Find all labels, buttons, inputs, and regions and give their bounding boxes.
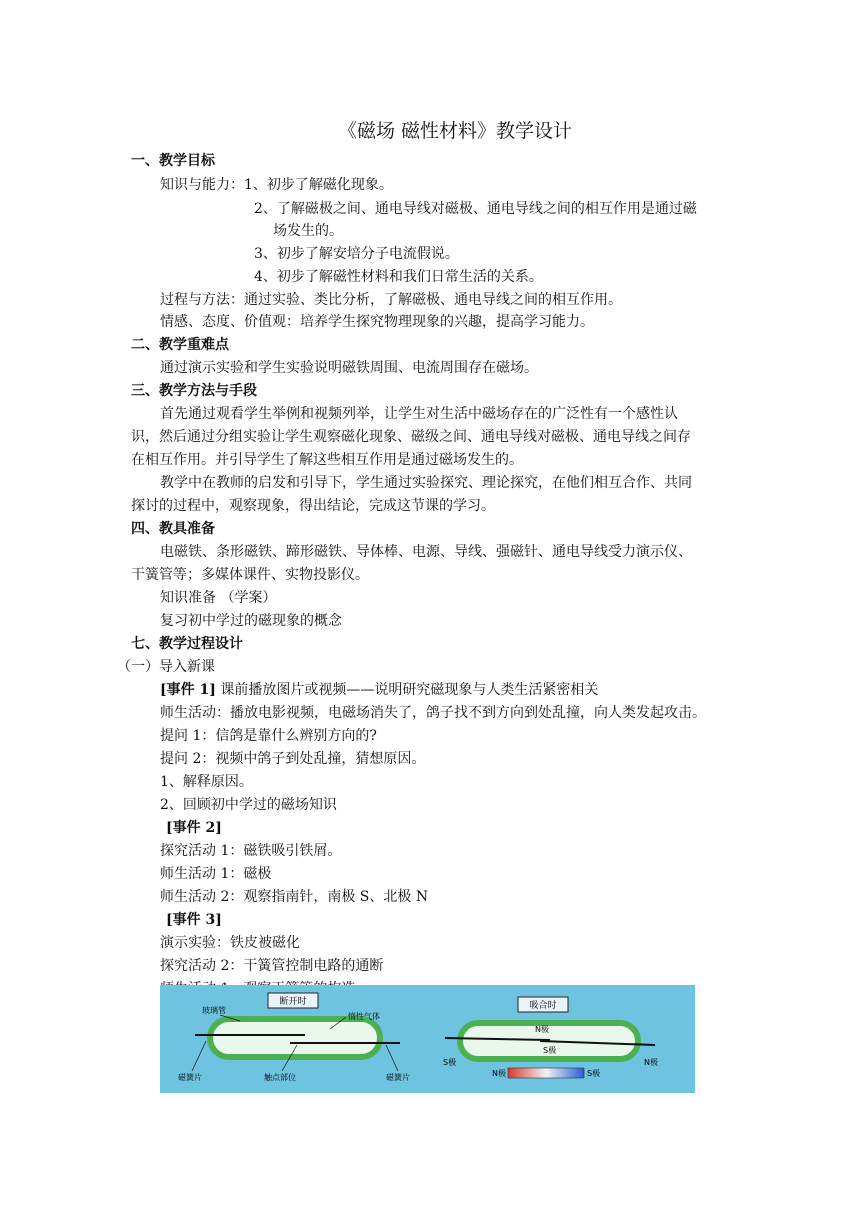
key-points-text: 通过演示实验和学生实验说明磁铁周围、电流周围存在磁场。 — [160, 360, 538, 376]
objective-emotion: 情感、态度、价值观：培养学生探究物理现象的兴趣，提高学习能力。 — [160, 314, 594, 330]
knowledge-prep: 知识准备 （学案） — [160, 590, 277, 606]
question-1: 提问 1：信鸽是靠什么辨别方向的? — [160, 728, 377, 744]
section-heading-methods: 三、教学方法与手段 — [131, 383, 257, 399]
event-3-tag: [事件 3] — [166, 912, 222, 928]
methods-line-5: 探讨的过程中，观察现象，得出结论，完成这节课的学习。 — [131, 498, 495, 514]
event-2-tag: [事件 2] — [166, 820, 222, 836]
label-inert-gas: 惰性气体 — [348, 1012, 380, 1021]
label-n-right: N极 — [644, 1058, 658, 1067]
bar-magnet — [508, 1068, 584, 1078]
methods-line-1: 首先通过观看学生举例和视频列举，让学生对生活中磁场存在的广泛性有一个感性认 — [160, 406, 678, 422]
label-contact: 触点部位 — [264, 1073, 296, 1082]
review-concepts: 复习初中学过的磁现象的概念 — [160, 613, 342, 629]
event-1-line — [160, 681, 598, 699]
label-reed-left: 磁簧片 — [178, 1073, 202, 1082]
methods-line-3: 在相互作用。并引导学生了解这些相互作用是通过磁场发生的。 — [131, 452, 523, 468]
objective-knowledge-4: 4、初步了解磁性材料和我们日常生活的关系。 — [254, 269, 543, 285]
label-glass-tube: 玻璃管 — [202, 1006, 226, 1015]
glass-tube-left — [210, 1019, 380, 1057]
answer-1: 1、解释原因。 — [160, 774, 253, 790]
closed-state-diagram — [443, 997, 658, 1078]
section-heading-key-points: 二、教学重难点 — [131, 337, 229, 353]
label-n-pole-contact: N极 — [535, 1025, 549, 1034]
label-reed-right: 磁簧片 — [386, 1073, 410, 1082]
objective-knowledge-2a: 2、了解磁极之间、通电导线对磁极、通电导线之间的相互作用是通过磁 — [254, 201, 697, 217]
closed-title: 吸合时 — [529, 1001, 557, 1011]
event-3-line-1: 演示实验：铁皮被磁化 — [160, 935, 300, 951]
objective-process: 过程与方法：通过实验、类比分析，了解磁极、通电导线之间的相互作用。 — [160, 292, 622, 308]
event-1-text: 课前播放图片或视频——说明研究磁现象与人类生活紧密相关 — [215, 682, 599, 698]
event-2-line-1: 探究活动 1：磁铁吸引铁屑。 — [160, 843, 342, 859]
equipment-line-2: 干簧管等；多媒体课件、实物投影仪。 — [131, 567, 369, 583]
label-s-pole-contact: S极 — [543, 1046, 557, 1055]
event-3-line-2: 探究活动 2：干簧管控制电路的通断 — [160, 958, 384, 974]
event-1-tag: [事件 1] — [160, 682, 216, 698]
equipment-line-1: 电磁铁、条形磁铁、蹄形磁铁、导体棒、电源、导线、强磁针、通电导线受力演示仪、 — [160, 544, 692, 560]
bar-magnet-s: S极 — [587, 1069, 601, 1078]
bar-magnet-n: N极 — [492, 1069, 506, 1078]
section-heading-equipment: 四、教具准备 — [131, 521, 215, 537]
open-state-diagram — [178, 993, 410, 1082]
section-heading-objectives: 一、教学目标 — [131, 153, 215, 169]
document-title: 《磁场 磁性材料》教学设计 — [337, 120, 573, 142]
objective-knowledge-1: 知识与能力：1、初步了解磁化现象。 — [160, 177, 393, 193]
question-2: 提问 2：视频中鸽子到处乱撞，猜想原因。 — [160, 751, 426, 767]
methods-line-2: 识，然后通过分组实验让学生观察磁化现象、磁级之间、通电导线对磁极、通电导线之间存 — [131, 429, 691, 445]
methods-line-4: 教学中在教师的启发和引导下，学生通过实验探究、理论探究，在他们相互合作、共同 — [160, 475, 692, 491]
event-2-line-2: 师生活动 1：磁极 — [160, 866, 272, 882]
subsection-intro: （一）导入新课 — [117, 659, 215, 675]
section-heading-process: 七、教学过程设计 — [131, 636, 243, 652]
open-title: 断开时 — [279, 997, 307, 1007]
objective-knowledge-3: 3、初步了解安培分子电流假说。 — [254, 246, 459, 262]
event-2-line-3: 师生活动 2：观察指南针，南极 S、北极 N — [160, 889, 429, 905]
objective-knowledge-2b: 场发生的。 — [273, 223, 343, 239]
teacher-activity: 师生活动：播放电影视频，电磁场消失了，鸽子找不到方向到处乱撞，向人类发起攻击。 — [160, 705, 706, 721]
label-s-left: S极 — [443, 1058, 457, 1067]
answer-2: 2、回顾初中学过的磁场知识 — [160, 797, 337, 813]
reed-switch-figure — [160, 985, 695, 1093]
